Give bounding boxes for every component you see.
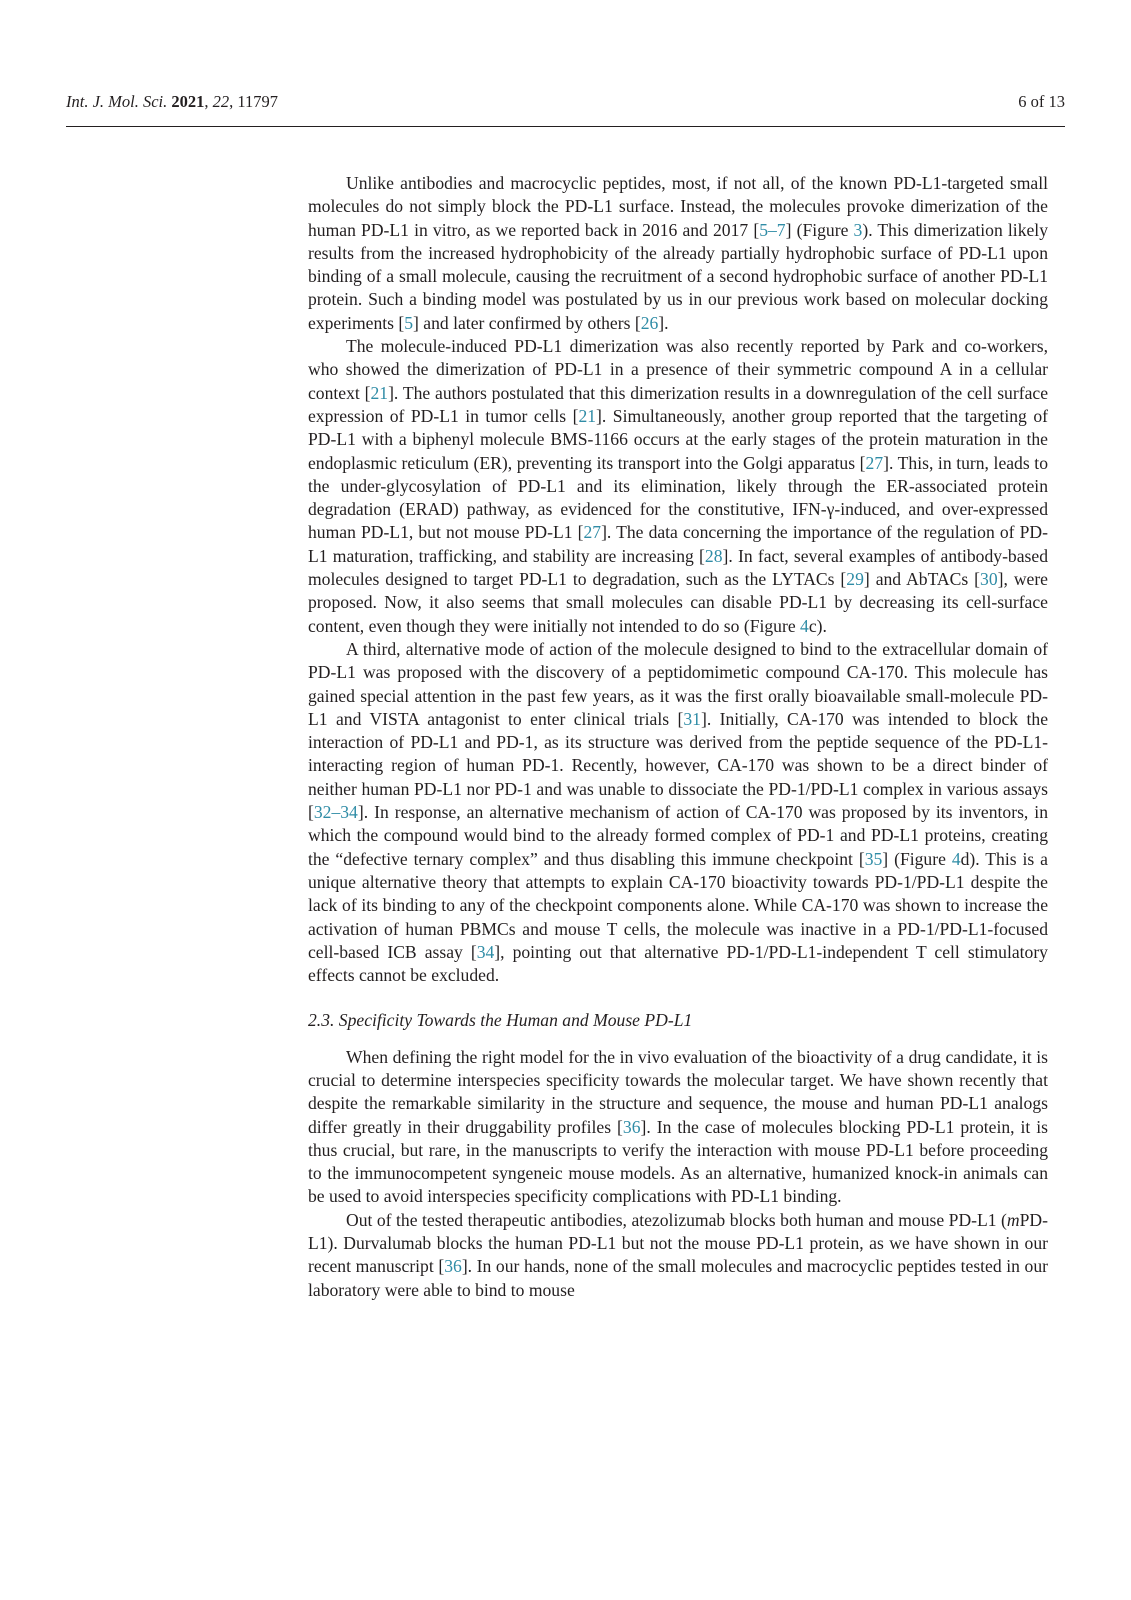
paragraph-dimerization: Unlike antibodies and macrocyclic peptides, most, if not all, of the known PD-L1-targeted small molecules do not simply block the PD-L1 surface. Instead, the molecules provoke dimerization of the human PD-L1 in vitro, as we reported back in 2016 and 2017 [5–7] (Figure 3). This dimerization likely results from the increased hydrophobicity of the already partially hydrophobic surface of PD-L1 upon binding of a small molecule, causing the recruitment of a second hydrophobic surface of another PD-L1 protein. Such a binding model was postulated by us in our previous work based on molecular docking experiments [5] and later confirmed by others [26]. bbox=[308, 173, 1048, 333]
italic-text: m bbox=[1006, 1209, 1020, 1230]
paragraph-antibodies: Out of the tested therapeutic antibodies, atezolizumab blocks both human and mouse PD-L1 (mPD-L1). Durvalumab blocks the human PD-L1 but not the mouse PD-L1 protein, as we have shown in our recent manuscript [36]. In our hands, none of the small molecules and macrocyclic peptides tested in our laboratory were able to bind to mouse bbox=[308, 1209, 1048, 1300]
citation-link-27[interactable]: 27 bbox=[583, 522, 602, 543]
paragraph-molecule-induced: The molecule-induced PD-L1 dimerization was also recently reported by Park and co-workers, who showed the dimerization of PD-L1 in a presence of their symmetric compound A in a cellular context [21]. The authors postulated that this dimerization results in a downregulation of the cell surface expression of PD-L1 in tumor cells [21]. Simultaneously, another group reported that the targeting of PD-L1 with a biphenyl molecule BMS-1166 occurs at the early stages of the protein maturation in the endoplasmic reticulum (ER), preventing its transport into the Golgi apparatus [27]. This, in turn, leads to the under-glycosylation of PD-L1 and its elimination, likely through the ER-associated protein degradation (ERAD) pathway, as evidenced for the constitutive, IFN-γ-induced, and over-expressed human PD-L1, but not mouse PD-L1 [27]. The data concerning the importance of the regulation of PD-L1 maturation, trafficking, and stability are increasing [28]. In fact, several examples of antibody-based molecules designed to target PD-L1 to degradation, such as the LYTACs [29] and AbTACs [30], were proposed. Now, it also seems that small molecules can disable PD-L1 by decreasing its cell-surface content, even though they were initially not intended to do so (Figure 4c). bbox=[308, 336, 1048, 636]
citation-link-35[interactable]: 35 bbox=[864, 848, 883, 869]
figure-3-link[interactable]: 3 bbox=[853, 219, 863, 240]
citation-link-32-34[interactable]: 32–34 bbox=[313, 802, 358, 823]
section-heading-2-3: 2.3. Specificity Towards the Human and Mouse PD-L1 bbox=[308, 1010, 693, 1031]
citation-link-31[interactable]: 31 bbox=[683, 708, 701, 729]
citation-link-36[interactable]: 36 bbox=[444, 1256, 462, 1277]
citation-link-21[interactable]: 21 bbox=[370, 382, 389, 403]
figure-4d-link[interactable]: 4 bbox=[951, 848, 961, 869]
citation-link-27[interactable]: 27 bbox=[865, 452, 884, 473]
citation-link-5[interactable]: 5 bbox=[404, 312, 414, 333]
bold-text: 2021 bbox=[171, 92, 205, 111]
citation-link-28[interactable]: 28 bbox=[704, 545, 723, 566]
citation-link-26[interactable]: 26 bbox=[640, 312, 659, 333]
paragraph-ca170: A third, alternative mode of action of the molecule designed to bind to the extracellular domain of PD-L1 was proposed with the discovery of a peptidomimetic compound CA-170. This molecule has gained special attention in the past few years, as it was the first orally bioavailable small-molecule PD-L1 and VISTA antagonist to enter clinical trials [31]. Initially, CA-170 was intended to block the interaction of PD-L1 and PD-1, as its structure was derived from the peptide sequence of the PD-L1-interacting region of human PD-1. Recently, however, CA-170 was shown to be a direct binder of neither human PD-L1 nor PD-1 and was unable to dissociate the PD-1/PD-L1 complex in various assays [32–34]. In response, an alternative mechanism of action of CA-170 was proposed by its inventors, in which the compound would bind to the already formed complex of PD-1 and PD-L1 proteins, creating the “defective ternary complex” and thus disabling this immune checkpoint [35] (Figure 4d). This is a unique alternative theory that attempts to explain CA-170 bioactivity towards PD-1/PD-L1 despite the lack of its binding to any of the checkpoint components alone. While CA-170 was shown to increase the activation of human PBMCs and mouse T cells, the molecule was inactive in a PD-1/PD-L1-focused cell-based ICB assay [34], pointing out that alternative PD-1/PD-L1-independent T cell stimulatory effects cannot be excluded. bbox=[308, 638, 1049, 986]
article-body bbox=[308, 172, 1048, 1302]
paragraph-specificity: When defining the right model for the in vivo evaluation of the bioactivity of a drug candidate, it is crucial to determine interspecies specificity towards the molecular target. We have shown recently that despite the remarkable similarity in the structure and sequence, the mouse and human PD-L1 analogs differ greatly in their druggability profiles [36]. In the case of molecules blocking PD-L1 protein, it is thus crucial, but rare, in the manuscripts to verify the interaction with mouse PD-L1 before proceeding to the immunocompetent syngeneic mouse models. As an alternative, humanized knock-in animals can be used to avoid interspecies specificity complications with PD-L1 binding. bbox=[308, 1046, 1048, 1207]
citation-link-29[interactable]: 29 bbox=[846, 569, 864, 590]
citation-link-30[interactable]: 30 bbox=[980, 569, 998, 590]
journal-reference: Int. J. Mol. Sci. 2021, 22, 11797 bbox=[66, 92, 279, 111]
page-header bbox=[66, 92, 1065, 112]
citation-link-5-7[interactable]: 5–7 bbox=[759, 219, 786, 240]
citation-link-21[interactable]: 21 bbox=[578, 405, 597, 426]
header-divider bbox=[66, 126, 1065, 127]
italic-text: Int. J. Mol. Sci. bbox=[66, 92, 172, 111]
citation-link-34[interactable]: 34 bbox=[476, 941, 495, 962]
italic-text: 22 bbox=[212, 92, 230, 111]
citation-link-36[interactable]: 36 bbox=[622, 1116, 641, 1137]
page-number: 6 of 13 bbox=[1018, 92, 1065, 111]
figure-4c-link[interactable]: 4 bbox=[800, 615, 809, 636]
